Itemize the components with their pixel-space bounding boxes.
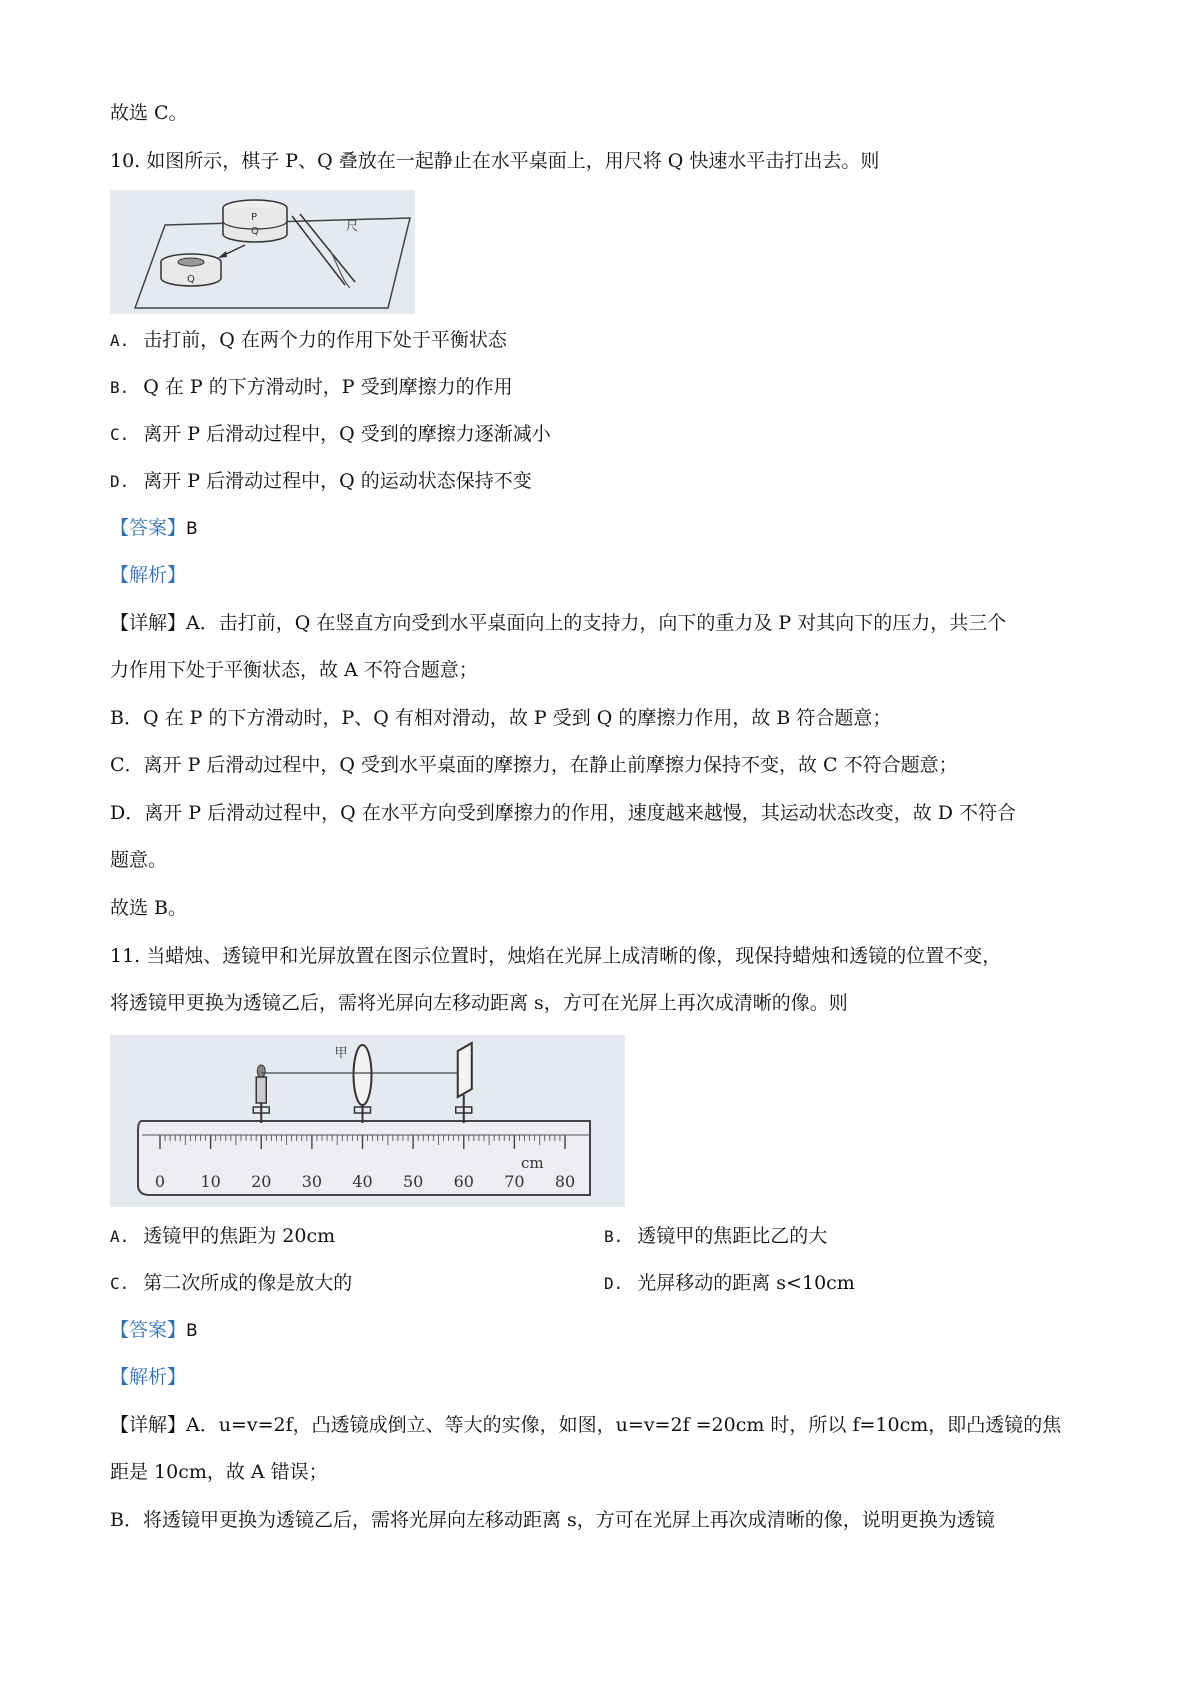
ruler-tick-label: 50 [402, 1172, 424, 1191]
lens-label: 甲 [334, 1046, 348, 1061]
q10-figure [110, 190, 415, 314]
q11-answer: 【答案】B [110, 1319, 198, 1341]
ruler-tick-label: 70 [504, 1172, 525, 1191]
candle [253, 1065, 269, 1123]
figure-label-q: Q [251, 226, 259, 237]
q11-option-c: C. 第二次所成的像是放大的 [110, 1272, 353, 1294]
ruler-tick-label: 80 [554, 1172, 576, 1191]
q11-option-b: B. 透镜甲的焦距比乙的大 [604, 1225, 828, 1247]
q10-detail-d-1: D．离开 P 后滑动过程中，Q 在水平方向受到摩擦力的作用，速度越来越慢，其运动状态改变，故 D 不符合 [110, 802, 1017, 824]
q10-option-b: B. Q 在 P 的下方滑动时，P 受到摩擦力的作用 [110, 376, 513, 398]
q10-detail-a-2: 力作用下处于平衡状态，故 A 不符合题意； [110, 659, 478, 681]
ruler-tick-label: 0 [154, 1172, 166, 1191]
q11-analysis-label: 【解析】 [110, 1366, 187, 1388]
light-screen [456, 1043, 472, 1123]
figure-label-ruler: 尺 [346, 219, 359, 233]
ruler-tick-label: 20 [251, 1172, 272, 1191]
q10-answer: 【答案】B [110, 517, 198, 539]
q11-option-a: A. 透镜甲的焦距为 20cm [110, 1225, 336, 1247]
q11-option-d: D. 光屏移动的距离 s<10cm [604, 1272, 855, 1294]
ruler-tick-label: 60 [453, 1172, 474, 1191]
previous-conclusion: 故选 C。 [110, 102, 188, 124]
ruler-tick-label: 30 [301, 1172, 323, 1191]
q11-detail-b: B．将透镜甲更换为透镜乙后，需将光屏向左移动距离 s，方可在光屏上再次成清晰的像，说明更换为透镜 [110, 1509, 995, 1531]
q10-detail-d-2: 题意。 [110, 849, 168, 871]
figure-label-p: P [251, 212, 258, 223]
ruler-tick-label: 40 [352, 1172, 373, 1191]
q11-detail-a-1: 【详解】A．u=v=2f，凸透镜成倒立、等大的实像，如图，u=v=2f =20cm 时，所以 f=10cm，即凸透镜的焦 [110, 1414, 1062, 1436]
q11-stem-1: 11. 当蜡烛、透镜甲和光屏放置在图示位置时，烛焰在光屏上成清晰的像，现保持蜡烛和透镜的位置不变， [110, 945, 1002, 967]
q10-conclusion: 故选 B。 [110, 897, 188, 919]
q10-analysis-label: 【解析】 [110, 564, 187, 586]
q10-option-a: A. 击打前，Q 在两个力的作用下处于平衡状态 [110, 329, 507, 351]
q11-figure [110, 1035, 625, 1207]
q10-stem: 10. 如图所示，棋子 P、Q 叠放在一起静止在水平桌面上，用尺将 Q 快速水平击打出去。则 [110, 150, 880, 172]
q10-option-d: D. 离开 P 后滑动过程中，Q 的运动状态保持不变 [110, 470, 532, 492]
q10-detail-c: C．离开 P 后滑动过程中，Q 受到水平桌面的摩擦力，在静止前摩擦力保持不变，故 C 不符合题意； [110, 754, 958, 776]
q11-stem-2: 将透镜甲更换为透镜乙后，需将光屏向左移动距离 s，方可在光屏上再次成清晰的像。则 [110, 992, 848, 1014]
q10-option-c: C. 离开 P 后滑动过程中，Q 受到的摩擦力逐渐减小 [110, 423, 551, 445]
ruler-unit-label: cm [521, 1154, 544, 1172]
q10-detail-a-1: 【详解】A．击打前，Q 在竖直方向受到水平桌面向上的支持力，向下的重力及 P 对其向下的压力，共三个 [110, 612, 1007, 634]
ruler-tick-label: 10 [200, 1172, 221, 1191]
lens-jia [335, 1045, 372, 1123]
q11-detail-a-2: 距是 10cm，故 A 错误； [110, 1461, 328, 1483]
figure-label-moved-q: Q [187, 274, 195, 285]
q10-detail-b: B．Q 在 P 的下方滑动时，P、Q 有相对滑动，故 P 受到 Q 的摩擦力作用，故 B 符合题意； [110, 707, 892, 729]
